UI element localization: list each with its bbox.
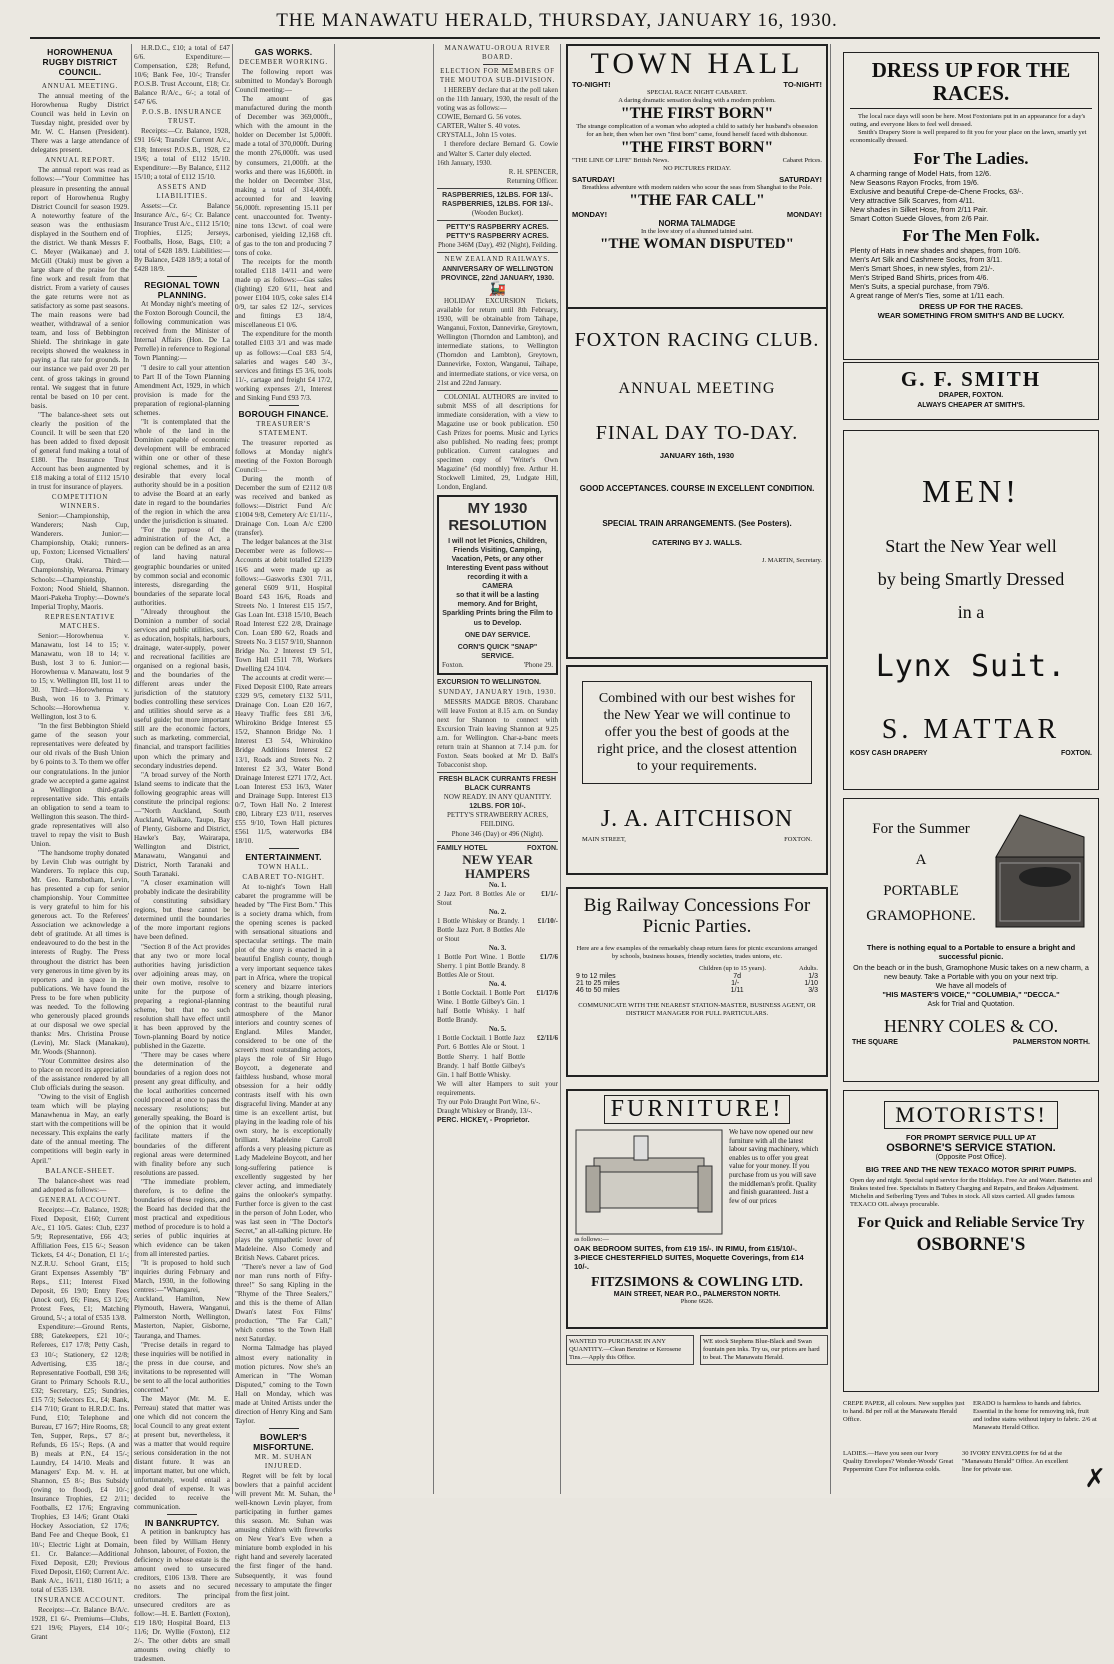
train-icon: 🚂 bbox=[488, 282, 507, 298]
railway-contact: COMMUNICATE WITH THE NEAREST STATION-MASTER, BUSINESS AGENT, OR DISTRICT MANAGER FOR FULL PARTICULARS. bbox=[578, 1002, 816, 1017]
mattar-name: S. MATTAR bbox=[881, 714, 1061, 745]
resolution-title: MY 1930 RESOLUTION bbox=[448, 500, 547, 535]
paragraph: The accounts at credit were:—Fixed Deposit £100, Rate arrears £329 9/5, cemetery £132 5/11, Drainage Con. Loan £20 16/7, Heavy Traffic fees £81 3/6, Whirokino Bridge Interest £5 15/2, Shannon Bridge No. 1 Interest £3 5/4, Whirokino Bridge Additions Interest £2 13/1, Roads and Streets No. 2 Interest £2 3/3, Water Bond Drainage Interest £271 17/2, Act. Loan Interest £53 16/3, Water and Drainage Supp. Interest £13 0/7, Town Hall No. 2 Interest £80, Library £23 0/11, reserves £55 9/10, Town Hall pictures £561 11/5, waterworks £84 18/10. bbox=[235, 674, 332, 845]
raspberries-sub: (Wooden Bucket). bbox=[471, 208, 524, 217]
subhead: CABARET TO-NIGHT. bbox=[242, 873, 325, 882]
fare-row: 21 to 25 miles 1/- 1/10 bbox=[576, 980, 818, 987]
aitchison-street: MAIN STREET, bbox=[582, 836, 626, 843]
motor-quick: For Quick and Reliable Service Try bbox=[857, 1215, 1085, 1231]
resolution-camera: CAMERA bbox=[482, 583, 513, 591]
paragraph: "There's never a law of God nor man runs north of Fifty-three!" So sang Kipling in the "Rhyme of the Three Sealers," and this is the theme of Allan Dwan's latest Fox Films' production, "The Far Call," which comes to the Town Hall next Saturday. bbox=[235, 1263, 332, 1344]
subhead: INSURANCE ACCOUNT. bbox=[34, 1595, 126, 1604]
furniture-as: as follows:— bbox=[574, 1236, 609, 1243]
gram-square: THE SQUARE bbox=[852, 1039, 898, 1046]
paragraph: Receipts:—Cr. Balance, 1928, £91 16/4; Transfer Current A/c., £18; Interest P.O.S.B., 1928, £2 19/6; a total of £112 15/10. Expenditure:—By Balance, £112 15/10; a total of £112 15/10. bbox=[134, 127, 230, 181]
men-title: MEN! bbox=[922, 473, 1020, 509]
masthead-rule bbox=[30, 37, 1100, 39]
hamper-2: No. 2. 1 Bottle Whiskey or Brandy. 1 Bottle Jazz Port. 8 Bottles Ale or Stout £1/10/- bbox=[437, 907, 558, 943]
paragraph: The receipts for the month totalled £118 14/11 and were made up as follows:—Gas sales (lighting) £20 6/11, heat and power £104 10/5, coke sales £14 0/9, tar sales £2 12/-, services and fittings £3 18/4, miscellaneous £1 0/6. bbox=[235, 258, 332, 330]
first-born-desc: The strange complication of a woman who adopted a child to satisfy her husband's obsession for an heir, then when her own "first born" came, found herself faced with dishonour. bbox=[576, 123, 818, 138]
paragraph: "For the purpose of the administration of the Act, a region can be defined as an area of land having natural geographic boundaries or united by common social and economic interests, disregarding the boundaries of the separate local authorities. bbox=[134, 526, 230, 607]
paragraph: "It is contemplated that the whole of the land in the Dominion capable of economic development will be embraced within one or other of these regional schemes, and it is desirable that every local authority should be in a position to advise the Board at an early date in regard to the boundaries of the region in which the area under the jurisdiction is situated. bbox=[134, 417, 230, 526]
fare-row: 46 to 50 miles 1/11 3/3 bbox=[576, 987, 818, 994]
paragraph: The Mayor (Mr. M. E. Perreau) stated that matter was one which did not concern the local Council to any great extent at present but, nevertheless, it was a matter that would require serious consideration in the not distant future. It was an important matter, but one which, unfortunately, would entail a good deal of expense. It was decided to receive the communication. bbox=[134, 1394, 230, 1512]
column-divider bbox=[232, 44, 233, 1494]
ink-ad: WE stock Stephens Blue-Black and Swan fountain pen inks. Try us, our prices are hard to beat. The Manawatu Herald. bbox=[700, 1335, 828, 1365]
signer: R. H. SPENCER, bbox=[508, 167, 558, 176]
paragraph: The expenditure for the month totalled £103 3/1 and was made up as follows:—Coal £83 5/4, salaries and wages £40 3/-, services and fittings £5 3/6, tools 11/-, cartage and freight £4 17/2, working expenses 2/1, Interest and Sinking Fund £93 7/3. bbox=[235, 330, 332, 402]
chesterfield-suites: 3-PIECE CHESTERFIELD SUITES, Moquette Coverings, from £14 10/-. bbox=[574, 1253, 804, 1271]
gram-firm: HENRY COLES & CO. bbox=[883, 1016, 1059, 1036]
woman-disputed-title: "THE WOMAN DISPUTED" bbox=[600, 236, 794, 252]
bottom-ads bbox=[843, 1400, 1099, 1432]
paragraph: "The balance-sheet sets out clearly the position of the Council. It will be seen that £20 has been added to fixed deposit of general fund making a total of £180. The Insurance Trust Account has been augmented by £18 making a total of £112 15/10 in trust for insurance of players. bbox=[31, 410, 129, 492]
first-born-title-2: "THE FIRST BORN" bbox=[620, 139, 774, 156]
aitchison-name: J. A. AITCHISON bbox=[600, 806, 794, 832]
excursion-heading: EXCURSION TO WELLINGTON. bbox=[437, 678, 541, 686]
excursion-date: SUNDAY, JANUARY 19th, 1930. bbox=[438, 687, 557, 696]
paragraph: COLONIAL AUTHORS are invited to submit MSS of all descriptions for immediate consideration, with a view to Magazine use or book publication. £50 Cash Prizes for poems. Music and Lyrics also published. No reading fees; prompt publication. Current catalogues and specimen copy of "Writer's Own Magazine" (6d monthly) free. Arthur H. Stockwell Limited, 29, Ludgate Hill, London, England. bbox=[437, 392, 558, 492]
gf-smith-name: G. F. SMITH bbox=[900, 367, 1042, 391]
vote-line: CRYSTALL, John 15 votes. bbox=[437, 131, 516, 140]
subhead: COMPETITION WINNERS. bbox=[51, 493, 109, 511]
motor-station: OSBORNE'S SERVICE STATION. bbox=[886, 1142, 1056, 1154]
divider bbox=[167, 276, 197, 277]
men-heading: For The Men Folk. bbox=[902, 226, 1040, 245]
drama-blurb: A daring dramatic sensation dealing with a modern problem. bbox=[618, 97, 776, 104]
hamper-draught: Draught Whiskey or Brandy, 13/-. bbox=[437, 1106, 533, 1115]
handwritten-mark: ✗ bbox=[1084, 1464, 1106, 1494]
paragraph: HOLIDAY EXCURSION Tickets, available for return until 8th February, 1930, will be obtainable from Taihape, Wanganui, Foxton, Dannevirke, Greytown, Wellington (Thorndon and Lambton), and intermediate stations, to Wellington (Thorndon and Lambton), Greytown, Dannevirke, Foxton, Wanganui, Taihape, and intermediate stations, or vice versa, on 21st and 22nd January. bbox=[437, 297, 558, 387]
dress-p1: The local race days will soon be here. Most Foxtonians put in an appearance for a day's outing, and everyone likes to feel well dressed. bbox=[850, 113, 1086, 128]
furniture-title: FURNITURE! bbox=[604, 1095, 790, 1124]
paragraph: "I desire to call your attention to Part II of the Town Planning Amendment Act, 1929, in which provision is made for the preparation of regional-planning schemes. bbox=[134, 363, 230, 417]
paragraph: At to-night's Town Hall cabaret the programme will be headed by "The First Born." This is a society drama which, from the opening scenes is packed with sensational situations and spectacular settings. The main plot of the story is enacted in a beautiful English county, though a very important sequence takes part in Africa, where the tropical scenery and bizarre interiors form a striking, though pleasing, contrast to the beautiful rural atmosphere of the Manor interiors and country scenes of England. Miles Mander, considered to be one of the screen's most outstanding actors, plays the role of Sir Hugo Boycott, a degenerate and faithless husband, whose moral obsession for a heir oddly contrasts itself with his own disgraceful living. Mander at any time is an excellent artist, but playing in the leading role of his own story, he is exceptionally brilliant. Madeleine Carroll affords a very pleasing picture as Lady Madeleine Boycott, and her long-suffering patience is excellently suggested by her clever acting, and immediately gains the onlooker's sympathy. Further force is given to the cast in the person of John Loder, who was last seen in "The Doctor's Secret," an all-talking picture. He plays the sympathetic lover of Madeleine. Also Comedy and British News. Cabaret prices. bbox=[235, 883, 332, 1262]
subhead: TOWN HALL. bbox=[257, 862, 310, 871]
paragraph: "It is proposed to hold such inquiries during February and March, 1930, in the following centres:—"Whangarei, Auckland, Hamilton, New Plymouth, Hawera, Wanganui, Palmerston North, Wellington, Masterton, Napier, Gisborne, Tauranga, and Thames. bbox=[134, 1259, 230, 1340]
subhead: MANAWATU-OROUA RIVER BOARD. bbox=[444, 44, 551, 62]
hamper-town: FOXTON. bbox=[527, 844, 558, 852]
aitchison-town: FOXTON. bbox=[784, 836, 812, 843]
paragraph: At Monday night's meeting of the Foxton Borough Council, the following communication was received from the Minister of Internal Affairs (Hon. De La Perrelle) in reference to Regional Town Planning:— bbox=[134, 300, 230, 363]
cabaret-prices: Cabaret Prices. bbox=[782, 157, 822, 164]
furniture-firm: FITZSIMONS & COWLING LTD. bbox=[591, 1275, 803, 1290]
paragraph: "The handsome trophy donated by Levin Club was outright by Wanderers. To replace this cup, Mr. Geo. Ramsbotham, Levin, has presented a cup for senior championship. Your Committee is very grateful to him for his generous act. To the Referees' Association we acknowledge a debt of gratitude. At all times is endeavoured to do the best in the interests of Rugby. The Press throughout the district has been very generous in time given by its reporters and in space in its publications. We have found the Press to be fore when publicity was needed. To the following who generously placed grounds at our disposal we owe special thanks: Mrs. Christina Prouse (Levin), Mr. Slack (Manakau), Mr. Woods (Shannon). bbox=[31, 848, 129, 1056]
paragraph: "The immediate problem, therefore, is to define the boundaries of these regions, and the Board has decided that the most practical and expeditious method of procedure is to hold a series of public inquiries at which evidence can be taken from all interested parties. bbox=[134, 1177, 230, 1259]
fare-row: 9 to 12 miles 7d 1/3 bbox=[576, 973, 818, 980]
raspberries-ad: RASPBERRIES, 12LBS. FOR 13/-. RASPBERRIES, 12LBS. FOR 13/-. bbox=[442, 191, 553, 208]
mattar-town: FOXTON. bbox=[1061, 750, 1092, 757]
aitchison-ad bbox=[566, 665, 828, 875]
paragraph: During the month of December the sum of £2112 0/8 was received and banked as follows:—District Fund A/c £1004 9/8, Cemetery A/c £1/11/-, Drainage Con. Loan A/c £200 (transfer). bbox=[235, 475, 332, 538]
petty-phone: Phone 346M (Day), 492 (Night), Feilding. bbox=[438, 240, 557, 249]
men-line-1: Start the New Year well bbox=[885, 536, 1057, 556]
subhead: GENERAL ACCOUNT. bbox=[39, 1195, 121, 1204]
monday-left: MONDAY! bbox=[572, 210, 608, 219]
paragraph: Regret will be felt by local bowlers that a painful accident will prevent Mr. M. Suhan, the well-known Levin player, from participating in further games this season. Mr. Suhan was amusing children with fireworks on New Year's Eve when a miniature bomb exploded in his right hand and severely lacerated the first finger of the hand. Subsequently, it was found necessary to amputate the finger from the first joint. bbox=[235, 1471, 332, 1598]
ladies-heading: For The Ladies. bbox=[913, 149, 1029, 168]
mattar-store: KOSY CASH DRAPERY bbox=[850, 750, 928, 757]
furniture-phone: Phone 6626. bbox=[680, 1298, 714, 1305]
gram-line-3: PORTABLE bbox=[883, 883, 959, 899]
currants-farm: PETTY'S STRAWBERRY ACRES, FEILDING. bbox=[447, 811, 548, 829]
paragraph: The following report was submitted to Monday's Borough Council meeting:— bbox=[235, 68, 332, 95]
mattar-ad bbox=[843, 430, 1099, 790]
gram-line-1: For the Summer bbox=[872, 821, 970, 837]
gram-p1: There is nothing equal to a Portable to ensure a bright and successful picnic. bbox=[866, 943, 1076, 961]
paragraph: H.R.D.C., £10; a total of £47 6/6. Expenditure:—Compensation, £28; Refund, 10/6; Bank Fee, 10/-; Transfer P.O.S.B. Trust Account, £18; Cr. Balance R/A/c., 6/-; a total of £47 6/6. bbox=[134, 44, 230, 107]
town-hall-ad bbox=[566, 44, 828, 309]
dress-title: DRESS UP FOR THE RACES. bbox=[850, 59, 1092, 109]
headline: BOROUGH FINANCE. bbox=[238, 408, 329, 419]
column-2 bbox=[134, 44, 230, 1664]
paragraph: The ledger balances at the 31st December were as follows:—Accounts at debit totalled £2139 16/6 and were made up as follows:—Gasworks £301 7/11, general £609 9/11, Hospital Board £43 16/6, Roads and Streets No. 1 Interest £15 15/7, Gas Loan Int. £318 15/10, Beach Road Interest £22 2/8, Drainage Con. Loan £80 6/2, Roads and Streets No. 3 £157 9/10, Shannon Bridge No. 2 Interest £9 5/1, Town Hall £511 7/8, Workers Dwelling £24 10/4. bbox=[235, 538, 332, 674]
tonight-left: TO-NIGHT! bbox=[572, 80, 611, 89]
paragraph: The amount of gas manufactured during the month of December was 369,000ft., which with the amount in the holder on December 1st 5,000ft. made a total of 370,000ft. During the month 276,000ft. was used by consumers, 21,000ft. at the works and there was 16,600ft. in the holder on December 31st, making a total of 314,400ft. accounted for and leaving 56,000ft. representing 15.11 per cent. unaccounted for. Twenty-nine tons 13cwt. of coal were carbonised, yielding 12,168 cft. of gas to the ton and producing 7 tons of coke. bbox=[235, 95, 332, 257]
first-born-title: "THE FIRST BORN" bbox=[620, 105, 774, 122]
aitchison-message: Combined with our best wishes for the New Year we will continue to offer you the best of goods at the right price, and the closest attention to your requirements. bbox=[582, 681, 812, 784]
date: 16th January, 1930. bbox=[437, 158, 492, 167]
paragraph: "Precise details in regard to these inquiries will be notified in the press in due course, and invitations to be represented will be sent to all the local authorities concerned." bbox=[134, 1340, 230, 1394]
furniture-illustration bbox=[574, 1128, 724, 1236]
petty-ad: PETTY'S RASPBERRY ACRES. PETTY'S RASPBERRY ACRES. bbox=[446, 223, 549, 240]
subhead: MR. M. SUHAN INJURED. bbox=[254, 1452, 313, 1470]
divider bbox=[269, 1428, 299, 1429]
motor-prompt: FOR PROMPT SERVICE PULL UP AT bbox=[905, 1133, 1037, 1142]
column-divider bbox=[131, 44, 132, 1494]
racing-club-ad bbox=[566, 309, 828, 659]
headline: BOWLER'S MISFORTUNE. bbox=[253, 1431, 314, 1452]
gram-brands: "HIS MASTER'S VOICE," "COLUMBIA," "DECCA." bbox=[882, 990, 1060, 999]
divider bbox=[483, 64, 513, 65]
dress-p2: Smith's Drapery Store is well prepared to fit you for your place on the lawn, smartly yet economically dressed. bbox=[850, 129, 1087, 144]
gram-town: PALMERSTON NORTH. bbox=[1012, 1039, 1090, 1046]
subhead: DECEMBER WORKING. bbox=[239, 58, 328, 66]
norma-talmadge: NORMA TALMADGE bbox=[658, 219, 736, 228]
paragraph: "Already throughout the Dominion a number of social services and public utilities, such as education, hospitals, harbours, drainage, water-supply, power and recreational facilities are organised on a regional basis, and the boundaries of the different areas under the jurisdiction of the statutory bodies controlling these services and utilities should serve as a useful guide; but more important still are the economic factors, such as marketing, commercial, financial, and transport facilities upon which the primary and secondary industries depend. bbox=[134, 607, 230, 770]
paragraph: "Your Committee desires also to place on record its appreciation of the assistance rendered by all Club officials during the season. bbox=[31, 1057, 129, 1093]
line-of-life: "THE LINE OF LIFE" British News. bbox=[572, 157, 670, 164]
no-pictures: NO PICTURES FRIDAY. bbox=[663, 165, 731, 172]
resolution-ad bbox=[437, 495, 558, 675]
divider bbox=[269, 405, 299, 406]
bottom-ads-2 bbox=[843, 1450, 1099, 1474]
currants-price: 12LBS. FOR 10/-. bbox=[469, 803, 526, 811]
oak-suites: OAK BEDROOM SUITES, from £19 15/-. IN RIMU, from £15/10/-. bbox=[574, 1244, 797, 1253]
currants-heading: FRESH BLACK CURRANTS FRESH BLACK CURRANTS bbox=[438, 776, 557, 793]
anniversary-heading: ANNIVERSARY OF WELLINGTON PROVINCE, 22nd JANUARY, 1930. bbox=[441, 266, 554, 283]
paragraph: The annual meeting of the Horowhenua Rugby District Council was held in Levin on Tuesday night, presided over by Mr. W. C. Hansen (President). There was a large attendance of delegates present. bbox=[31, 92, 129, 155]
hamper-1: No. 1. 2 Jazz Port. 8 Bottles Ale or Stout £1/1/- bbox=[437, 880, 558, 907]
hamper-hotel: FAMILY HOTEL bbox=[437, 844, 488, 852]
paragraph: I therefore declare Bernard G. Cowie and Walter S. Carter duly elected. bbox=[437, 140, 558, 158]
hamper-4: No. 4. 1 Bottle Cocktail. 1 Bottle Port Wine. 1 Bottle Gilbey's Gin. 1 half Bottle Whisky. 1 half Bottle Brandy. £1/17/6 bbox=[437, 980, 558, 1025]
paragraph: "There may be cases where the determination of the boundaries of a region does not present any great difficulty, and the local authorities concerned could proceed at once to pass the necessary resolutions; but generally speaking, the Board is of the opinion that it would facilitate matters if the boundaries of the different regional areas were determined with finality before any such resolutions are passed. bbox=[134, 1051, 230, 1177]
headline: GAS WORKS. bbox=[254, 47, 313, 57]
railway-intro: Here are a few examples of the remarkably cheap return fares for picnic excursions arranged by schools, business houses, friendly societies, trades unions, etc. bbox=[576, 945, 818, 960]
lynx-suit: Lynx Suit. bbox=[875, 649, 1067, 684]
hamper-title: NEW YEAR HAMPERS bbox=[462, 851, 533, 881]
subhead: REPRESENTATIVE MATCHES. bbox=[44, 612, 116, 630]
catering: CATERING BY J. WALLS. bbox=[652, 538, 742, 547]
railway-ad bbox=[566, 887, 828, 1077]
wanted-ad: WANTED TO PURCHASE IN ANY QUANTITY.—Clean Benzine or Kerosene Tins.—Apply this Office. bbox=[566, 1335, 694, 1365]
railway-title: Big Railway Concessions For Picnic Parties. bbox=[583, 895, 811, 937]
paragraph: MESSRS MADGE BROS. Charabanc will leave Foxton at 8.15 a.m. on Sunday next for Shannon to connect with Excursion Train leaving Shannon at 9.25 a.m. for Wellington. Char-a-banc meets return train at Shannon at 7.14 p.m. for Foxton. Seats booked at Mr D. Ball's Tobacconist shop. bbox=[437, 697, 558, 770]
paragraph: "In the first Bebbington Shield game of the season your representatives were defeated by our old rivals of the Bush Union by 6 points to 3. To them we offer our congratulations. In the junior grade we accepted a game against a Wellington third-grade representative side. This entails an obligation to send a team to Wellington this season. The third-grade representatives will also travel to repay the visit to Bush Union. bbox=[31, 722, 129, 848]
paragraph: Senior:—Horowhenua v. Manawatu, lost 14 to 15; v. Manawatu, won 18 to 14; v. Bush, lost 3 to 6. Junior:—Horowhenua v. Manawatu, lost 9 to 15; v. Wellington III, lost 11 to 30. Third:—Horowhenua v. Bush, won 16 to 3. Primary Schools:—Horowhenua v. Wellington, lost 3 to 6. bbox=[31, 631, 129, 722]
paragraph: I HEREBY declare that at the poll taken on the 11th January, 1930, the result of the voting was as follows:— bbox=[437, 86, 558, 113]
paragraph: Assets:—Cr. Balance Insurance A/c., 6/-; Cr. Balance Insurance Trust A/c., £112 15/10; Trophies, £125; Jerseys, Footballs, Hose, Bags, £10; a total of £428 18/9. Liabilities:—By Balance, £428 18/9; a total of £428 18/9. bbox=[134, 201, 230, 274]
paragraph: "A closer examination will probably indicate the desirability of constituting subsidiary regions, but these cannot be determined until the boundaries of the more important regions have been defined. bbox=[134, 879, 230, 942]
headline: IN BANKRUPTCY. bbox=[144, 1518, 220, 1529]
subhead: P.O.S.B. INSURANCE TRUST. bbox=[142, 108, 222, 126]
motorists-title: MOTORISTS! bbox=[884, 1101, 1058, 1129]
hamper-3: No. 3. 1 Bottle Port Wine. 1 Bottle Sherry. 1 pint Bottle Brandy. 8 Bottles Ale or Stout. £1/7/6 bbox=[437, 943, 558, 980]
hamper-try: Try our Polo Draught Port Wine, 6/-. bbox=[437, 1097, 541, 1106]
final-day: FINAL DAY TO-DAY. bbox=[595, 422, 799, 444]
dress-slogan-2: WEAR SOMETHING FROM SMITH'S AND BE LUCKY. bbox=[877, 311, 1065, 320]
gramophone-illustration bbox=[990, 807, 1090, 937]
railways-heading: NEW ZEALAND RAILWAYS. bbox=[444, 254, 551, 263]
ivory-ad: 30 IVORY ENVELOPES for 6d at the "Manawatu Herald" Office. An excellent line for private use. bbox=[962, 1450, 1069, 1473]
subhead: BALANCE-SHEET. bbox=[45, 1166, 115, 1175]
paragraph: Senior:—Championship, Wanderers; Nash Cup, Wanderers. Junior:—Championship, Otaki; runners-up, Foxton; Licensed Victuallers' Cup, Otaki. Third:—Championship, Weraroa. Primary Schools:—Championship, Foxton; Nood Shield, Shannon. Maori-Pakeha Trophy:—Downe's Imperial Trophy, Maoris. bbox=[31, 512, 129, 611]
gramophone-ad bbox=[843, 798, 1099, 1082]
ladies-ad: LADIES.—Have you seen our Ivory Quality Envelopes? Wonder-Woods' Great Peppermint Cure For influenza colds. bbox=[843, 1450, 954, 1473]
masthead: THE MANAWATU HERALD, THURSDAY, JANUARY 16, 1930. bbox=[276, 10, 838, 31]
hamper-proprietor: PERC. HICKEY, - Proprietor. bbox=[437, 1116, 530, 1124]
norma-desc: In the love story of a shunned tainted saint. bbox=[640, 228, 754, 235]
gram-p3: We have all models of bbox=[935, 981, 1007, 990]
paragraph: Receipts:—Cr. Balance, 1928; Fixed Deposit, £160; Current A/c., £1 10/5. Gates: Club, £237 5/9; Representative, £66 4/3; Affiliation Fees, £15 6/-; Season Tickets, £4 4/-; Donation, £1 1/-; N.Z.R.U. School Grant, £15; Grant Expenses Assembly "B" Reps., £11; Interest Fixed Deposit, £6 19/0; Entry Fees (knock out), £6; Fines, £3 12/6; Protest Fees, £1; Matching Ground, 5/-; a total of £535 13/8. bbox=[31, 1205, 129, 1323]
furniture-address: MAIN STREET, NEAR P.O., PALMERSTON NORTH. bbox=[613, 1291, 781, 1298]
gram-trial: Ask for Trial and Quotation. bbox=[927, 999, 1015, 1008]
town-hall-title: TOWN HALL bbox=[590, 47, 804, 80]
column-divider bbox=[433, 44, 434, 1494]
good-acceptances: GOOD ACCEPTANCES. COURSE IN EXCELLENT CONDITION. bbox=[579, 484, 815, 493]
saturday-left: SATURDAY! bbox=[572, 175, 615, 184]
signer-role: Returning Officer. bbox=[506, 176, 558, 185]
column-divider bbox=[830, 44, 831, 1494]
column-divider bbox=[334, 44, 335, 1494]
paragraph: Norma Talmadge has played almost every nationality in motion pictures. Now she's an American in "The Woman Disputed," coming to the Town Hall on Monday, which was made at United Artists under the direction of Henry King and Sam Taylor. bbox=[235, 1344, 332, 1425]
currants-phone: Phone 346 (Day) or 496 (Night). bbox=[451, 829, 544, 838]
motor-body: Open day and night. Special rapid service for the Holidays. Free Air and Water. Batteries and Brakes tested free. Specialists in Battery Charging and Repairs, and Brakes Adjustment. Michelin and Seiberling Tyres and Tubes in stock. All sizes carried. All grades famous TEXACO OIL always procurable. bbox=[850, 1177, 1092, 1208]
resolution-body-2: so that it will be a lasting memory. And for Bright, Sparkling Prints bring the Film to us to Develop. bbox=[442, 592, 553, 627]
crepe-ad: CREPE PAPER, all colours. New supplies just to hand. 8d per roll at the Manawatu Herald Office. bbox=[843, 1400, 965, 1423]
vote-line: COWIE, Bernard G. 56 votes. bbox=[437, 113, 522, 122]
saturday-desc: Breathless adventure with modern raiders who scour the seas from Shanghai to the Pole. bbox=[582, 184, 812, 191]
monday-right: MONDAY! bbox=[786, 210, 822, 219]
gf-smith-tag: ALWAYS CHEAPER AT SMITH'S. bbox=[917, 402, 1025, 409]
far-call-title: "THE FAR CALL" bbox=[629, 192, 765, 209]
secretary: J. MARTIN, Secretary. bbox=[761, 557, 822, 564]
resolution-service: ONE DAY SERVICE. bbox=[464, 631, 531, 639]
paragraph: The treasurer reported as follows at Monday night's meeting of the Foxton Borough Council:— bbox=[235, 438, 332, 475]
tonight-right: TO-NIGHT! bbox=[783, 80, 822, 89]
special-train: SPECIAL TRAIN ARRANGEMENTS. (See Posters). bbox=[602, 519, 792, 528]
headline: REGIONAL TOWN PLANNING. bbox=[144, 280, 220, 301]
column-3 bbox=[235, 44, 332, 1598]
divider bbox=[65, 79, 95, 80]
headline: HOROWHENUA RUGBY DISTRICT COUNCIL. bbox=[42, 47, 118, 77]
subhead: TREASURER'S STATEMENT. bbox=[256, 419, 311, 437]
race-date: JANUARY 16th, 1930 bbox=[659, 451, 735, 460]
subhead: ELECTION FOR MEMBERS OF THE MOUTOA SUB-DIVISION. bbox=[439, 67, 556, 85]
headline: ENTERTAINMENT. bbox=[245, 851, 322, 862]
resolution-body: I will not let Picnics, Children, Friends Visiting, Camping, Vacation, Pets, or any other Interesting Event pass without recording it with a bbox=[446, 538, 549, 582]
dress-slogan-1: DRESS UP FOR THE RACES. bbox=[919, 302, 1023, 311]
gf-smith-role: DRAPER, FOXTON. bbox=[938, 392, 1004, 399]
corn-place: Foxton. bbox=[442, 660, 464, 669]
hamper-5: No. 5. 1 Bottle Cocktail. 1 Bottle Jazz Port. 6 Bottles Ale or Stout. 1 Bottle Sherry. 1 half Bottle Brandy. 1 half Bottle Gilbey's Gin. 1 half Bottle Whisky. £2/11/6 bbox=[437, 1025, 558, 1079]
subhead: ASSETS AND LIABILITIES. bbox=[156, 182, 208, 200]
osborne-ad bbox=[843, 1090, 1099, 1392]
corn-service: CORN'S QUICK "SNAP" SERVICE. bbox=[457, 643, 538, 660]
gram-line-2: A bbox=[915, 852, 927, 868]
dress-up-ad bbox=[843, 52, 1099, 360]
erado-ad: ERADO is harmless to hands and fabrics. Essential in the home for removing ink, fruit and iodine stains without injury to fabric. 2/6 at Manawatu Herald Office. bbox=[973, 1400, 1097, 1431]
paragraph: "Owing to the visit of English team which will be playing Manawhenua in May, an early start with the competitions will be necessary. This explains the early date of the annual meeting. The competitions will begin early in April." bbox=[31, 1093, 130, 1165]
gram-line-4: GRAMOPHONE. bbox=[866, 908, 976, 924]
divider bbox=[167, 1514, 197, 1515]
column-4 bbox=[437, 44, 558, 1494]
men-line-3: in a bbox=[957, 602, 985, 622]
adults-col: Adults. bbox=[799, 965, 818, 972]
subhead: ANNUAL REPORT. bbox=[45, 156, 115, 165]
annual-meeting: ANNUAL MEETING bbox=[618, 380, 776, 397]
men-list: Plenty of Hats in new shades and shapes, from 10/6. Men's Art Silk and Cashmere Socks, from 3/11. Men's Smart Shoes, in new styles, from 21/-. Men's Striped Band Shirts, prices from 4/6. Men's Suits, a special purchase, from 79/6. A great range of Men's Ties, some at 1/11 each. bbox=[850, 246, 1021, 300]
paragraph: Receipts:—Cr. Balance B/A/c. 1928, £1 6/-. Premiums—Clubs, £21 19/6; Players, £14 10/-; Grant bbox=[31, 1605, 129, 1641]
ladies-list: A charming range of Model Hats, from 12/6. New Seasons Rayon Frocks, from 19/6. Exclusive and beautiful Crepe-de-Chene Frocks, 63/-. Very attractive Silk Scarves, from 4/11. New shades in Silket Hose, from 2/11 Pair. Smart Cotton Suede Gloves, from 2/6 Pair. bbox=[850, 169, 1024, 223]
furniture-desc: We have now opened our new furniture with all the latest labour saving machinery, which enables us to offer you great value for your money. If you purchase from us you will save the middleman's profit. Quality and finish guaranteed. Just a few of our prices bbox=[729, 1128, 819, 1205]
vote-line: CARTER, Walter S. 40 votes. bbox=[437, 122, 521, 131]
small-ads bbox=[566, 1335, 828, 1365]
children-col: Children (up to 15 years). bbox=[699, 965, 766, 972]
motor-opposite: (Opposite Post Office). bbox=[935, 1154, 1007, 1161]
column-1 bbox=[31, 44, 130, 1641]
gram-p2: On the beach or in the bush, Gramophone Music takes on a new charm, a new beauty. Take a Portable with you on your next trip. bbox=[853, 963, 1089, 981]
paragraph: Expenditure:—Ground Rents, £88; Gatekeepers, £21 10/-; Referees, £17 17/8; Petty Cash, £3 10/-; Stationery, £2 12/8; Advertising, £35 18/-; Representative Football, £98 3/6; Grant to Primary Schools R.U., £32; Secretary, £25; Sundries, £15 7/3; Selectors Ex., £4; Bank, £14 7/10; Grant to H.R.D.C. Ins. Fund, £10; Telephone and Bureau, £7 16/7; Hire Rooms, £8; Ten, Supper, Reps., £7 8/-; Refunds, £6 15/-; Reps. (A and B) meals at P.N., £4 15/-; Laundry, £4 14/10. Meals and Managers' Exp. M. v. H. at Shannon, £5 8/-; Bus Subsidy (owing to flood), £4 10/-; Insurance Trophies, £2 2/11; Footballs, £2 17/6; Engraving Trophies, £3 14/6; Grant Otaki Hockey Association, £2 17/6; Band Fee and Cheque Book, £1 10/-; Electric Light at Domain, £1. Cr. Balance:—Additional Fixed Deposit, £20; Previous Fixed Deposit, £160; Current A/c. Bank A/c., 16/11, £180 16/11; a total of £535 13/8. bbox=[31, 1323, 129, 1594]
racing-club-title: FOXTON RACING CLUB. bbox=[574, 329, 820, 351]
divider bbox=[269, 848, 299, 849]
furniture-ad bbox=[566, 1089, 828, 1329]
column-divider bbox=[560, 44, 561, 1494]
paragraph: The annual report was read as follows:—"Your Committee has pleasure in presenting the annual report of Horowhenua Rugby District Council for season 1929. A noteworthy feature of the season was the enthusiasm displayed in the Southern end of the district. We thank Messrs F. C. Meyer (Waikanae) and J. McGill (Otaki) must be given a large share of the praise for the fine work and result from that district. From a variety of causes the gate returns were not as satisfactory as some past seasons. The main reasons were bad weather, withdrawal of a senior team, and loss of Bebbington Shield. The shrinkage in gate receipts showed the weakness in paying a flat rate for grounds. In our instance we paid over 20 per cent. of gross takings in ground rental. We suggest that in future rental be based on 10 per cent. basis. bbox=[31, 166, 129, 410]
men-line-2: by being Smartly Dressed bbox=[877, 569, 1065, 589]
saturday-right: SATURDAY! bbox=[779, 175, 822, 184]
subhead: ANNUAL MEETING. bbox=[41, 82, 119, 90]
corn-phone: 'Phone 29. bbox=[523, 660, 553, 669]
currants-sub: NOW READY. IN ANY QUANTITY. bbox=[443, 793, 552, 802]
paragraph: "Section 8 of the Act provides that any two or more local authorities having jurisdiction over adjoining areas may, on their own motive, resolve to unite for the purpose of preparing a regional-planning scheme, but that no such resolution shall have effect until it has been approved by the Town-planning Board by notice published in the Gazette. bbox=[134, 942, 230, 1051]
hamper-footer: We will alter Hampers to suit your requirements. bbox=[437, 1079, 558, 1097]
paragraph: "A broad survey of the North Island seems to indicate that the following geographic areas will constitute the principal regions:—"North Auckland, South Auckland, Waikato, Taupo, Bay of Plenty, Gisborne and District, Hawke's Bay, Wairarapa, Wellington and District, Manawatu, Wanganui and District, North Taranaki and South Taranaki. bbox=[134, 770, 230, 879]
motor-big-tree: BIG TREE AND THE NEW TEXACO MOTOR SPIRIT PUMPS. bbox=[865, 1165, 1077, 1174]
paragraph: A petition in bankruptcy has been filed by William Henry Johnson, labourer, of Foxton, the deficiency in whose estate is the amount owed to unsecured creditors, £106 13/8. There are no assets and no secured creditors. The principal unsecured creditors are as follow:—H. E. Bartlett (Foxton), £19 18/0; Hospital Board, £13 11/6; Dr. Wyllie (Foxton), £12 2/-. The other debts are small amounts owing chiefly to tradesmen. bbox=[134, 1528, 230, 1664]
cabaret: SPECIAL RACE NIGHT CABARET. bbox=[647, 89, 747, 96]
paragraph: The balance-sheet was read and adopted as follows:— bbox=[31, 1176, 129, 1194]
gf-smith-ad bbox=[843, 362, 1099, 420]
osbornes: OSBORNE'S bbox=[916, 1234, 1026, 1255]
center-ads bbox=[566, 44, 828, 1438]
